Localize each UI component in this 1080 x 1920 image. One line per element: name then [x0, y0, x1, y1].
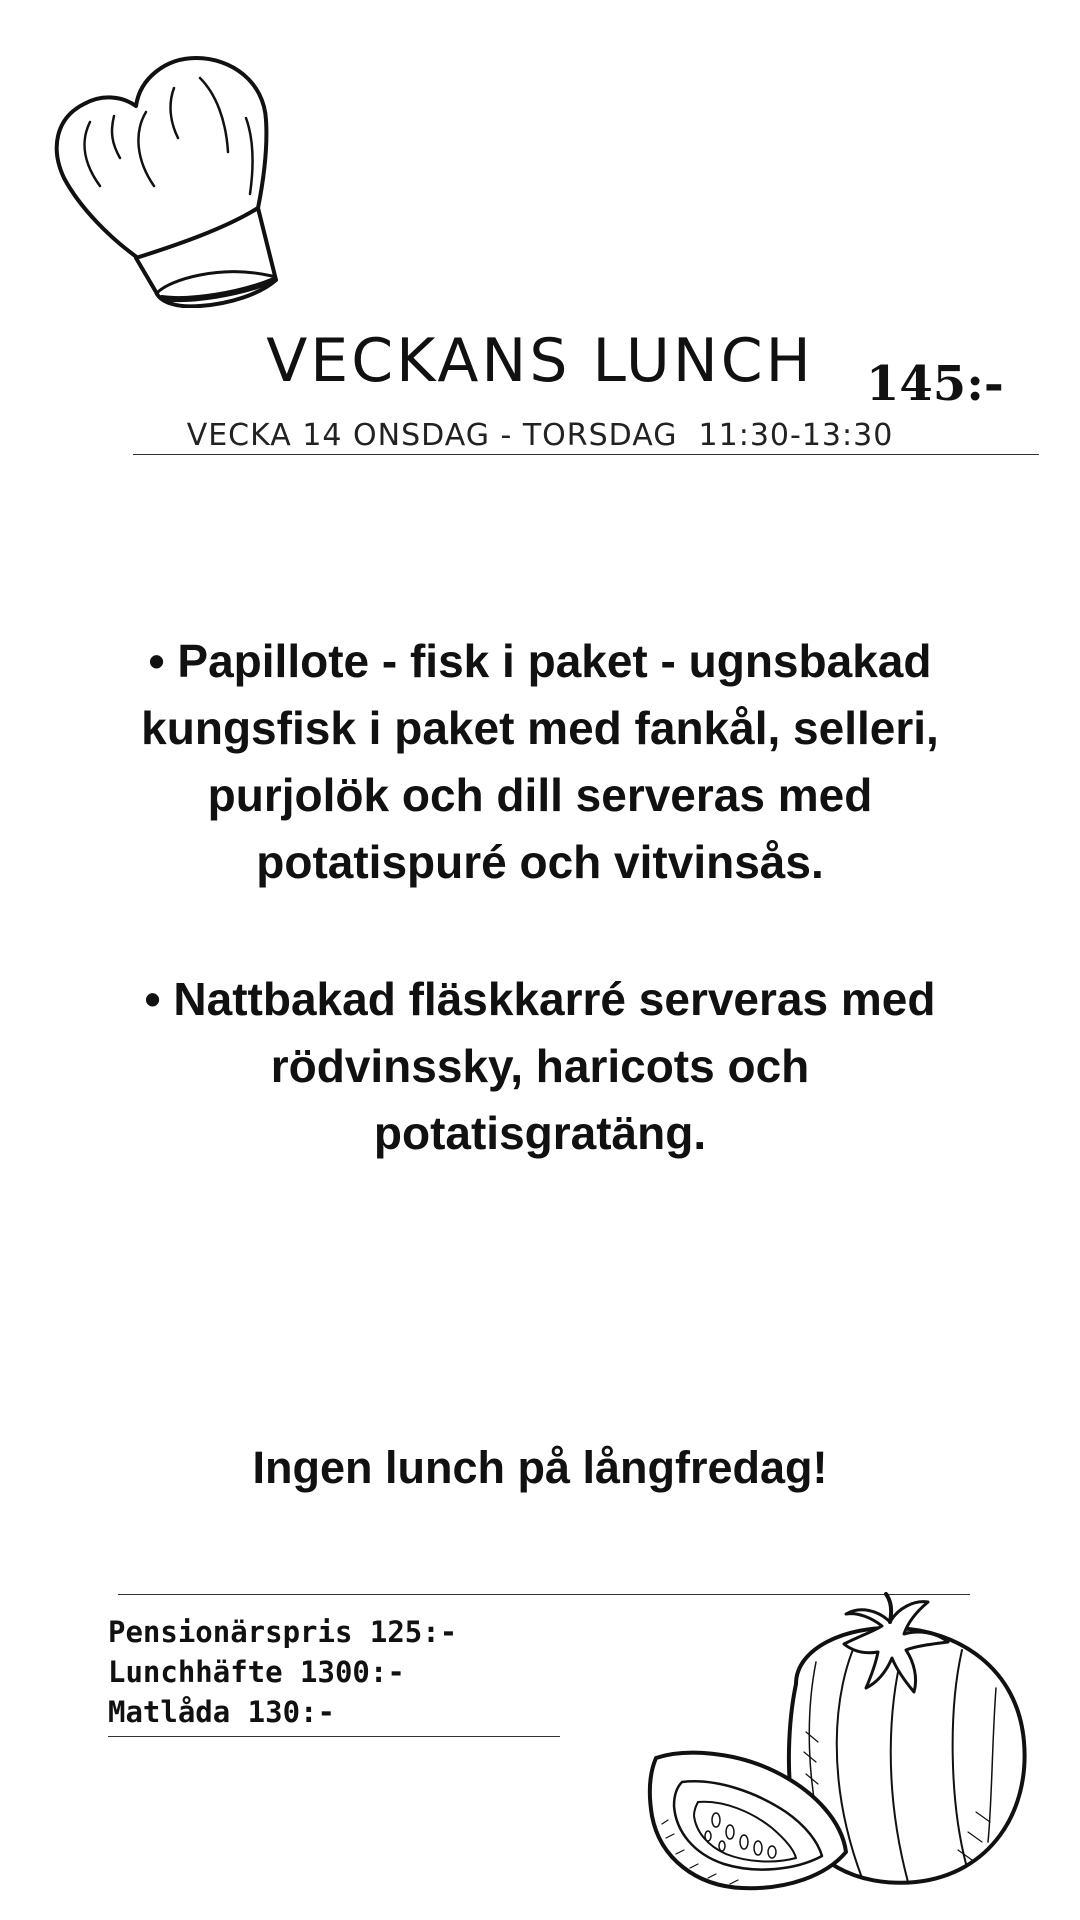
divider-bottom — [108, 1736, 560, 1737]
price-list-item: Lunchhäfte 1300:- — [108, 1655, 405, 1689]
divider-top — [133, 454, 1039, 455]
holiday-notice: Ingen lunch på långfredag! — [252, 1442, 828, 1493]
dish-item-2: • Nattbakad fläskkarré serveras med rödvinssky, haricots och potatisgratäng. — [144, 973, 936, 1159]
chef-hat-icon — [50, 48, 290, 308]
price-list — [108, 1612, 457, 1732]
week-schedule: VECKA 14 ONSDAG - TORSDAG 11:30-13:30 — [186, 418, 894, 453]
price-list-item: Pensionärspris 125:- — [108, 1615, 458, 1649]
lunch-price: 145:- — [866, 356, 1004, 412]
price-list-item: Matlåda 130:- — [108, 1695, 335, 1729]
dish-item-1: • Papillote - fisk i paket - ugnsbakad kungsfisk i paket med fankål, selleri, purjolök och dill serveras med potatispuré och vitvinsås. — [141, 635, 939, 888]
tomato-icon — [646, 1592, 1036, 1892]
page-title: VECKANS LUNCH — [266, 326, 814, 397]
